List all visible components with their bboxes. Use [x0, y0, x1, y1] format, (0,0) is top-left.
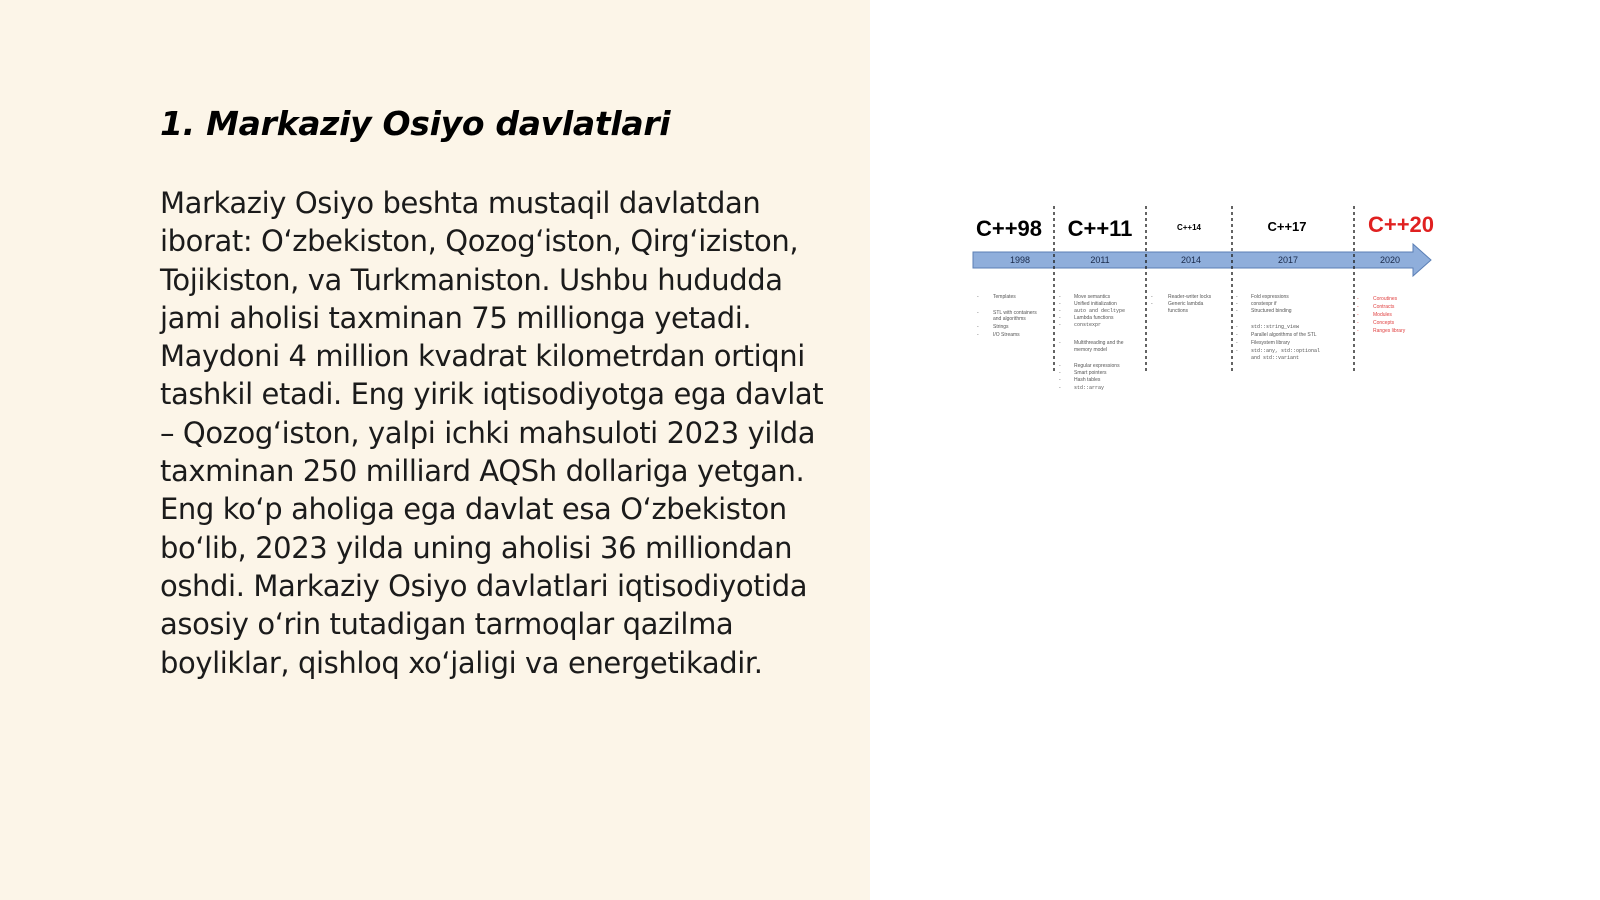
svg-text:-: -	[1357, 320, 1359, 326]
svg-text:-: -	[977, 332, 979, 338]
svg-text:-: -	[1059, 363, 1061, 369]
feature-item: Concepts	[1373, 320, 1395, 326]
feature-item: Contracts	[1373, 304, 1395, 310]
feature-item: Generic lambda	[1168, 301, 1204, 307]
svg-text:-: -	[977, 294, 979, 300]
svg-text:-: -	[1151, 301, 1153, 307]
feature-item: functions	[1168, 308, 1189, 314]
feature-item: Smart pointers	[1074, 370, 1107, 376]
feature-item: std::array	[1074, 385, 1105, 391]
version-label-cpp20: C++20	[1367, 212, 1435, 237]
svg-text:-: -	[1236, 324, 1238, 330]
feature-item: constexpr	[1074, 322, 1102, 328]
svg-text:-: -	[1357, 296, 1359, 302]
slide-title: 1. Markaziy Osiyo davlatlari	[160, 104, 671, 143]
image-panel	[870, 0, 1600, 900]
feature-list-cpp17	[1236, 294, 1320, 361]
cpp-timeline-image	[965, 200, 1455, 405]
svg-text:-: -	[1236, 348, 1238, 354]
feature-item: Coroutines	[1373, 296, 1398, 302]
svg-text:-: -	[1059, 322, 1061, 328]
svg-text:-: -	[977, 310, 979, 316]
feature-item: Hash tables	[1074, 377, 1101, 383]
svg-text:-: -	[1236, 332, 1238, 338]
year-1998: 1998	[1009, 255, 1031, 265]
year-2011: 2011	[1090, 255, 1110, 265]
svg-text:-: -	[1059, 315, 1061, 321]
feature-item: Parallel algorithms of the STL	[1251, 332, 1317, 338]
feature-item: Multithreading and the	[1074, 340, 1124, 346]
svg-text:-: -	[1059, 340, 1061, 346]
feature-list-cpp98	[977, 294, 1037, 338]
feature-item: Fold expressions	[1251, 294, 1289, 300]
feature-item: Move semantics	[1074, 294, 1111, 300]
version-label-cpp11: C++11	[1067, 216, 1133, 241]
svg-text:-: -	[1059, 385, 1061, 391]
feature-item: auto and decltype	[1074, 308, 1126, 314]
feature-item: and algorithms	[993, 316, 1026, 322]
svg-text:-: -	[1357, 304, 1359, 310]
feature-item: I/O Streams	[993, 332, 1020, 338]
version-label-cpp17: C++17	[1267, 219, 1307, 234]
svg-text:-: -	[1059, 370, 1061, 376]
feature-item: constexpr if	[1251, 301, 1277, 307]
version-label-cpp98: C++98	[975, 216, 1043, 241]
feature-item: Filesystem library	[1251, 340, 1290, 346]
feature-list-cpp11	[1059, 294, 1125, 391]
svg-text:-: -	[1151, 294, 1153, 300]
version-label-cpp14: C++14	[1176, 223, 1202, 232]
svg-text:-: -	[1059, 294, 1061, 300]
svg-text:-: -	[1236, 294, 1238, 300]
year-2020: 2020	[1379, 255, 1401, 265]
feature-item: Reader-writer locks	[1168, 294, 1212, 300]
svg-text:-: -	[1357, 328, 1359, 334]
feature-item: Lambda functions	[1074, 315, 1114, 321]
feature-item: std::any, std::optional	[1251, 348, 1321, 354]
svg-text:-: -	[977, 324, 979, 330]
svg-text:-: -	[1059, 308, 1061, 314]
svg-text:-: -	[1357, 312, 1359, 318]
feature-list-cpp14	[1151, 294, 1212, 314]
timeline-arrow	[973, 244, 1431, 276]
feature-item: memory model	[1074, 347, 1108, 353]
svg-text:-: -	[1059, 377, 1061, 383]
feature-item: Ranges library	[1373, 328, 1406, 334]
feature-item: and std::variant	[1251, 355, 1300, 361]
svg-text:-: -	[1236, 340, 1238, 346]
feature-item: STL with containers	[993, 310, 1037, 316]
svg-text:-: -	[1236, 301, 1238, 307]
svg-text:-: -	[1059, 301, 1061, 307]
feature-item: std::string_view	[1251, 324, 1300, 330]
feature-item: Unified initialization	[1074, 301, 1117, 307]
feature-item: Strings	[993, 324, 1009, 330]
slide-body-text: Markaziy Osiyo beshta mustaqil davlatdan iborat: O‘zbekiston, Qozog‘iston, Qirg‘iziston, Tojikiston, va Turkmaniston. Ushbu hududda jami aholisi taxminan 75 millionga yetadi. Maydoni 4 million kvadrat kilometrdan ortiqni tashkil etadi. Eng yirik iqtisodiyotga ega davlat – Qozog‘iston, yalpi ichki mahsuloti 2023 yilda taxminan 250 milliard AQSh dollariga yetgan. Eng ko‘p aholiga ega davlat esa O‘zbekiston bo‘lib, 2023 yilda uning aholisi 36 milliondan oshdi. Markaziy Osiyo davlatlari iqtisodiyotida asosiy o‘rin tutadigan tarmoqlar qazilma boyliklar, qishloq xo‘jaligi va energetikadir.	[160, 186, 824, 680]
feature-item: Modules	[1373, 312, 1392, 318]
timeline-svg	[965, 200, 1455, 405]
feature-item: Templates	[993, 294, 1016, 300]
year-2017: 2017	[1277, 255, 1299, 265]
feature-item: Structured binding	[1251, 308, 1292, 314]
feature-list-cpp20	[1357, 296, 1406, 334]
year-2014: 2014	[1180, 255, 1202, 265]
svg-text:-: -	[1236, 308, 1238, 314]
feature-item: Regular expressions	[1074, 363, 1120, 369]
